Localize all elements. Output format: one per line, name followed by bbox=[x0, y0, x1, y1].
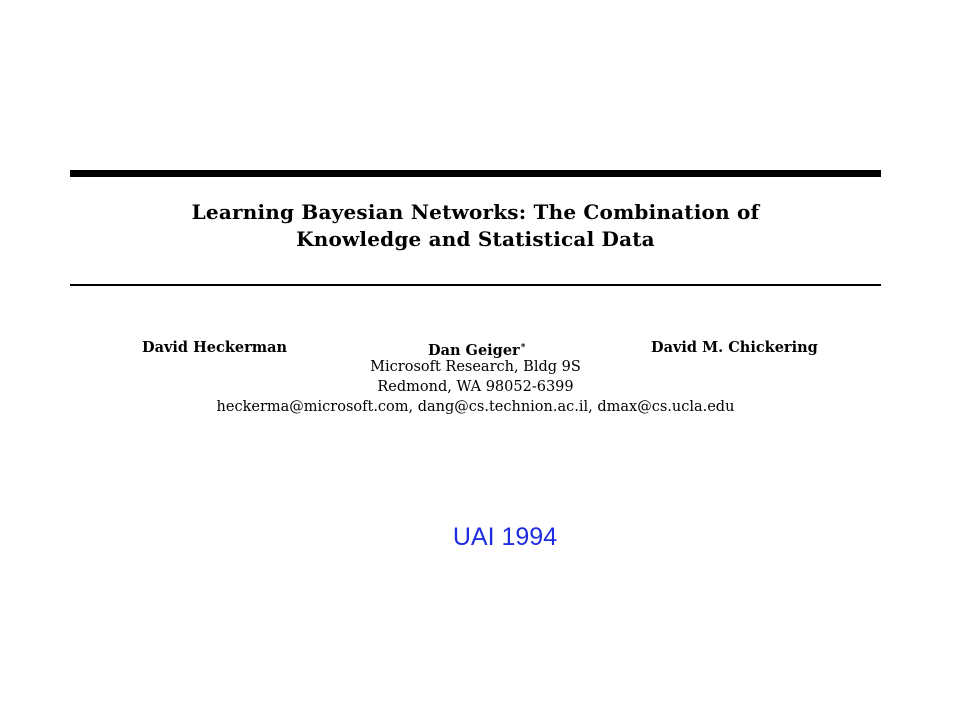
paper-title bbox=[70, 199, 881, 253]
author-heckerman bbox=[142, 339, 287, 357]
title-top-rule bbox=[70, 170, 881, 177]
title-line-1: Learning Bayesian Networks: The Combination of bbox=[191, 200, 760, 224]
author-name: David Heckerman bbox=[142, 339, 288, 356]
author-geiger bbox=[428, 339, 525, 360]
author-name: David M. Chickering bbox=[651, 339, 818, 356]
affiliation-emails: heckerma@microsoft.com, dang@cs.technion.ac.il, dmax@cs.ucla.edu bbox=[216, 399, 735, 415]
title-bottom-rule bbox=[70, 284, 881, 286]
venue-label: UAI 1994 bbox=[452, 523, 558, 551]
affiliation-institution: Microsoft Research, Bldg 9S bbox=[370, 359, 581, 375]
title-line-2: Knowledge and Statistical Data bbox=[296, 227, 655, 251]
author-chickering bbox=[651, 339, 818, 357]
affiliation-address: Redmond, WA 98052-6399 bbox=[377, 379, 574, 395]
author-footnote-mark: * bbox=[520, 343, 526, 353]
author-name: Dan Geiger bbox=[428, 342, 520, 359]
